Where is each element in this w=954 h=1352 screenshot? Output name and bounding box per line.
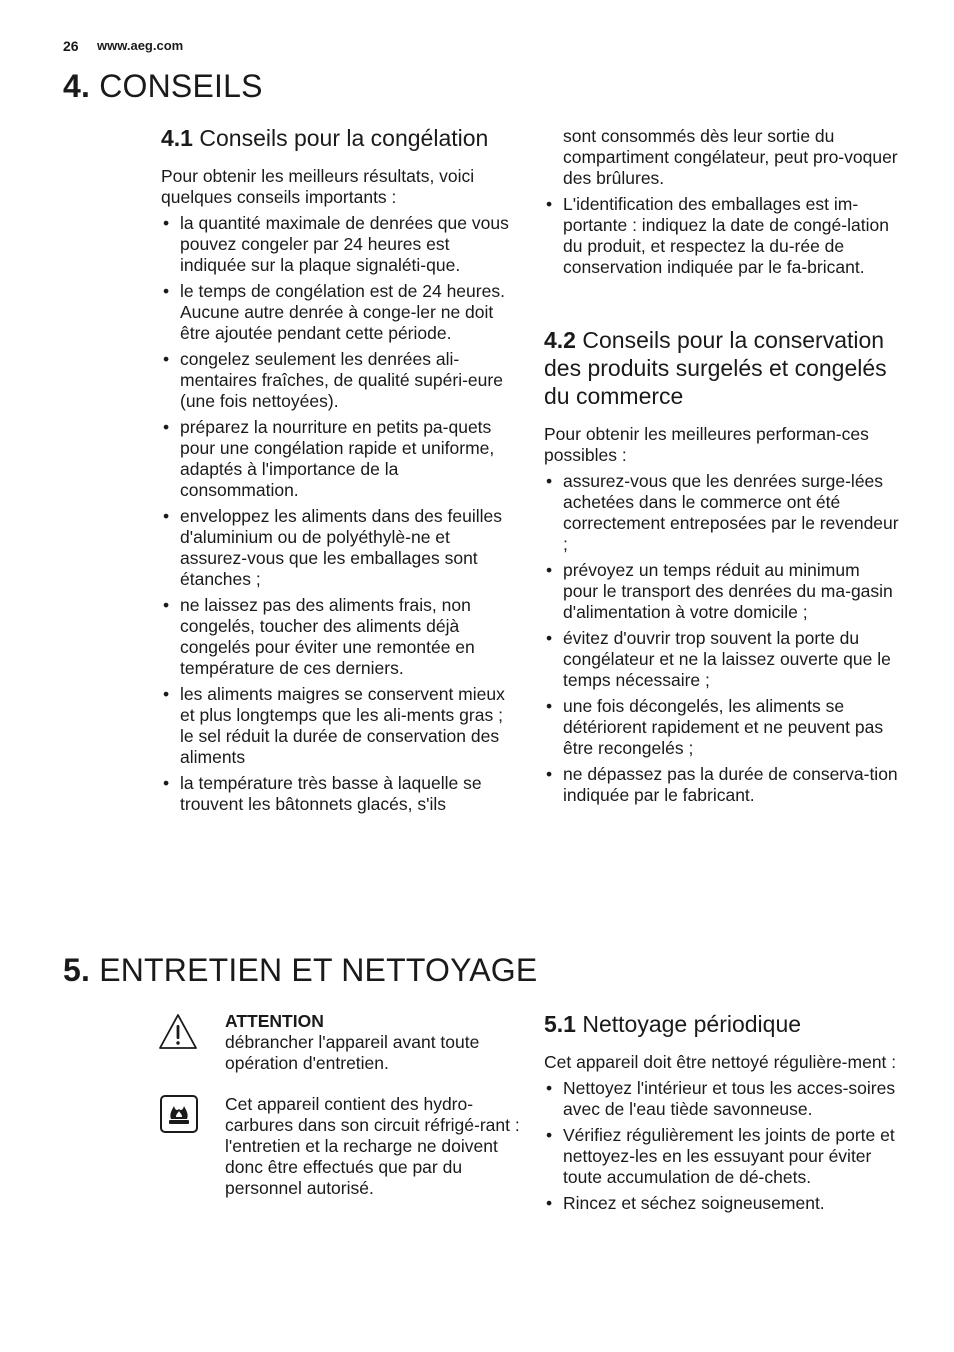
list-item: • ne dépassez pas la durée de conserva-tion indiquée par le fabricant. (544, 764, 899, 806)
section-4-1-heading (161, 124, 516, 152)
section-4-2-list (544, 471, 899, 806)
section-5-1-title: Nettoyage périodique (582, 1011, 802, 1037)
list-item: • ne laissez pas des aliments frais, non congelés, toucher des aliments déjà congelés pour éviter une remontée en température de ces derniers. (161, 595, 516, 679)
chapter-4-title: CONSEILS (99, 68, 263, 104)
section-5-1-heading (544, 1010, 899, 1038)
warning-title: ATTENTION (225, 1011, 324, 1031)
list-item: • les aliments maigres se conservent mieux et plus longtemps que les ali-ments gras ; le sel réduit la durée de conservation des aliments (161, 684, 516, 768)
list-item: • prévoyez un temps réduit au minimum pour le transport des denrées du ma-gasin d'alimentation à votre domicile ; (544, 560, 899, 623)
warning-block (225, 1011, 520, 1074)
list-item: • enveloppez les aliments dans des feuilles d'aluminium ou de polyéthylè-ne et assurez-vous que les emballages sont étanches ; (161, 506, 516, 590)
chapter-5-title: ENTRETIEN ET NETTOYAGE (99, 952, 538, 988)
list-item: • la quantité maximale de denrées que vous pouvez congeler par 24 heures est indiquée sur la plaque signaléti-que. (161, 213, 516, 276)
section-4-1-intro: Pour obtenir les meilleurs résultats, voici quelques conseils importants : (161, 166, 475, 207)
page-number: 26 (63, 38, 79, 54)
list-item: • Vérifiez régulièrement les joints de porte et nettoyez-les en les essuyant pour éviter toute accumulation de dé-chets. (544, 1125, 899, 1188)
chapter-4-number: 4. (63, 68, 91, 104)
chapter-5-number: 5. (63, 952, 91, 988)
warning-text: débrancher l'appareil avant toute opération d'entretien. (225, 1032, 480, 1073)
refrigerant-icon-wrap (160, 1095, 198, 1138)
section-4-1-number: 4.1 (161, 125, 193, 151)
list-item: • L'identification des emballages est im-portante : indiquez la date de congé-lation du produit, et respectez la du-rée de conservation indiquée par le fa-bricant. (544, 194, 899, 278)
section-4-2 (544, 326, 899, 811)
section-5-1 (544, 1010, 899, 1219)
section-5-1-list (544, 1078, 899, 1214)
section-4-2-intro: Pour obtenir les meilleures performan-ces possibles : (544, 424, 869, 465)
list-item-continuation: sont consommés dès leur sortie du compartiment congélateur, peut pro-voquer des brûlures. (563, 126, 898, 188)
section-5-1-number: 5.1 (544, 1011, 576, 1037)
section-4-2-title: Conseils pour la conservation des produits surgelés et congelés du commerce (544, 327, 887, 409)
flame-refrigerant-icon (160, 1095, 198, 1133)
list-item: • évitez d'ouvrir trop souvent la porte du congélateur et ne la laissez ouverte que le temps nécessaire ; (544, 628, 899, 691)
chapter-4-heading (63, 68, 263, 105)
list-item: • congelez seulement les denrées ali-mentaires fraîches, de qualité supéri-eure (une fois nettoyées). (161, 349, 516, 412)
list-item: • préparez la nourriture en petits pa-quets pour une congélation rapide et uniforme, adaptés à l'importance de la consommation. (161, 417, 516, 501)
section-4-2-heading (544, 326, 899, 410)
list-item: • le temps de congélation est de 24 heures. Aucune autre denrée à conge-ler ne doit être ajoutée pendant cette période. (161, 281, 516, 344)
chapter-5-heading (63, 952, 537, 989)
warning-icon-wrap (158, 1012, 198, 1057)
section-4-1 (161, 124, 516, 820)
refrigerant-text: Cet appareil contient des hydro-carbures dans son circuit réfrigé-rant : l'entretien et la recharge ne doivent donc être effectués que par du personnel autorisé. (225, 1094, 520, 1198)
list-item: • Nettoyez l'intérieur et tous les acces-soires avec de l'eau tiède savonneuse. (544, 1078, 899, 1120)
section-4-1-title: Conseils pour la congélation (199, 125, 489, 151)
section-4-2-number: 4.2 (544, 327, 576, 353)
list-item: • la température très basse à laquelle se trouvent les bâtonnets glacés, s'ils (161, 773, 516, 815)
refrigerant-note (225, 1094, 520, 1199)
warning-triangle-icon (158, 1012, 198, 1052)
list-item: • Rincez et séchez soigneusement. (544, 1193, 899, 1214)
list-item: • une fois décongelés, les aliments se détériorent rapidement et ne peuvent pas être recongelés ; (544, 696, 899, 759)
section-4-1-list-continued (544, 194, 899, 278)
list-item: • assurez-vous que les denrées surge-lées achetées dans le commerce ont été correctement entreposées par le revendeur ; (544, 471, 899, 555)
section-5-1-intro: Cet appareil doit être nettoyé régulière-ment : (544, 1052, 897, 1072)
section-4-1-continued (544, 126, 899, 283)
website-url[interactable]: www.aeg.com (97, 38, 184, 53)
section-4-1-list (161, 213, 516, 815)
